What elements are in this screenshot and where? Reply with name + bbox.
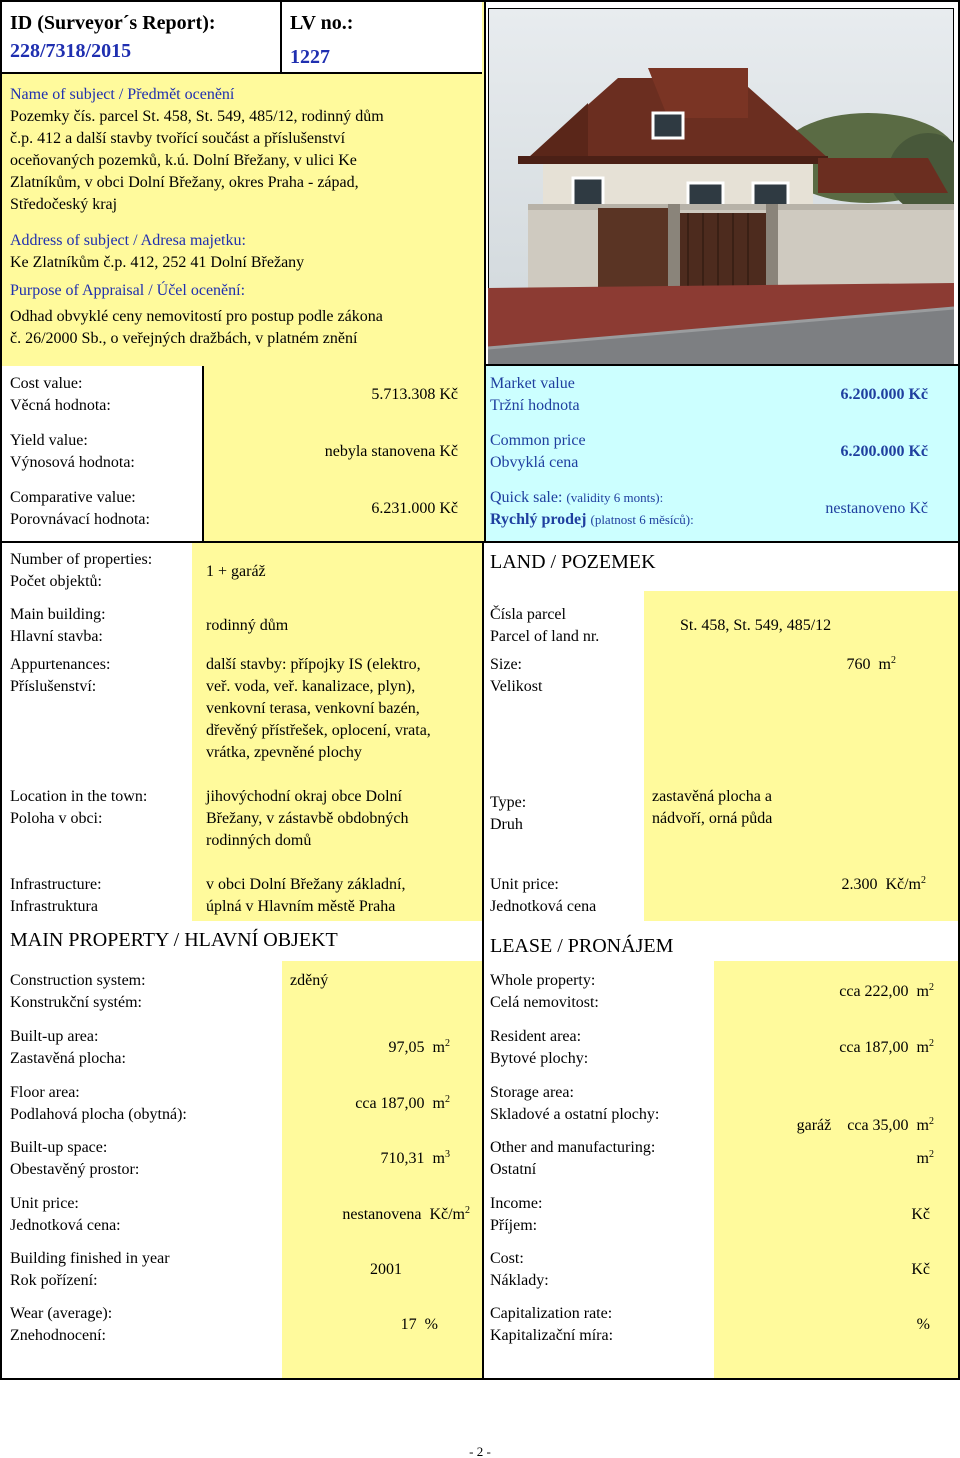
resident-value: cca 187,00	[839, 1039, 909, 1056]
market-cz: Tržní hodnota	[490, 397, 580, 414]
cost-lease-unit: Kč	[911, 1261, 930, 1278]
main-property-heading: MAIN PROPERTY / HLAVNÍ OBJEKT	[10, 929, 338, 951]
cost-value: 5.713.308 Kč	[371, 386, 458, 403]
whole-row: cca 222,00 $m^2$	[839, 982, 934, 1000]
id-value: 228/7318/2015	[10, 40, 132, 62]
wear-unit: %	[424, 1316, 438, 1333]
yield-cz: Výnosová hodnota:	[10, 454, 135, 471]
space-en: Built-up space:	[10, 1139, 108, 1156]
common-en: Common price	[490, 432, 586, 449]
loc-value-3: rodinných domů	[206, 832, 312, 849]
construction-value: zděný	[290, 972, 329, 989]
loc-en: Location in the town:	[10, 788, 148, 805]
purpose-text-2: č. 26/2000 Sb., o veřejných dražbách, v platném znění	[10, 330, 358, 347]
floor-row: cca 187,00 $m^2$	[355, 1094, 450, 1112]
app-cz: Příslušenství:	[10, 678, 97, 695]
construction-en: Construction system:	[10, 972, 146, 989]
floor-unit: m	[432, 1095, 445, 1112]
cost-lease-cz: Náklady:	[490, 1272, 549, 1289]
cost-en: Cost value:	[10, 375, 83, 392]
page-number: - 2 -	[469, 1444, 491, 1458]
wear-value: 17	[400, 1316, 417, 1333]
builtup-cz: Zastavěná plocha:	[10, 1050, 126, 1067]
cost-cz: Věcná hodnota:	[10, 397, 111, 414]
unitp-row: nestanovena $Kč/m^2$	[342, 1205, 470, 1223]
quick-cz-row	[490, 509, 694, 531]
quick-cz: Rychlý prodej	[490, 511, 587, 528]
comp-value: 6.231.000 Kč	[371, 500, 458, 517]
app-value-2: veř. voda, veř. kanalizace, plyn),	[206, 678, 416, 695]
quick-cz-note: (platnost 6 měsíců):	[590, 512, 694, 527]
app-value-5: vrátka, zpevněné plochy	[206, 744, 362, 761]
app-value-1: další stavby: přípojky IS (elektro,	[206, 656, 421, 673]
unit-unit: Kč/m	[885, 876, 921, 893]
unitp-unit: Kč/m	[429, 1206, 465, 1223]
year-cz: Rok pořízení:	[10, 1272, 98, 1289]
size-en: Size:	[490, 656, 522, 673]
address-label: Address of subject / Adresa majetku:	[10, 232, 246, 249]
other-unit: m	[916, 1150, 929, 1167]
wear-row	[290, 1314, 438, 1336]
quick-en: Quick sale:	[490, 489, 563, 506]
land-label-col	[484, 543, 644, 921]
parcel-cz: Čísla parcel	[490, 606, 566, 623]
year-value: 2001	[370, 1261, 402, 1278]
storage-cz: Skladové a ostatní plochy:	[490, 1106, 660, 1123]
floor-en: Floor area:	[10, 1084, 80, 1101]
storage-en: Storage area:	[490, 1084, 574, 1101]
size-row: 760 $m^2$	[846, 655, 896, 673]
size-cz: Velikost	[490, 678, 543, 695]
name-text-2: č.p. 412 a další stavby tvořící součást a příslušenství	[10, 130, 346, 147]
infra-cz: Infrastruktura	[10, 898, 98, 915]
address-value: Ke Zlatníkům č.p. 412, 252 41 Dolní Břežany	[10, 254, 305, 271]
floor-value: cca 187,00	[355, 1095, 425, 1112]
resident-unit: m	[916, 1039, 929, 1056]
size-value: 760	[846, 656, 871, 673]
loc-value-1: jihovýchodní okraj obce Dolní	[206, 788, 402, 805]
props-label-col	[2, 543, 192, 921]
cap-unit: %	[916, 1316, 930, 1333]
space-unit: m	[432, 1150, 445, 1167]
unit-en: Unit price:	[490, 876, 559, 893]
type-en: Type:	[490, 794, 527, 811]
quick-en-note: (validity 6 monts):	[566, 490, 664, 505]
yield-value: nebyla stanovena Kč	[324, 443, 458, 460]
purpose-label: Purpose of Appraisal / Účel ocenění:	[10, 282, 246, 299]
wear-en: Wear (average):	[10, 1305, 113, 1322]
construction-cz: Konstrukční systém:	[10, 994, 142, 1011]
infra-value-1: v obci Dolní Břežany základní,	[206, 876, 406, 893]
app-value-3: venkovní terasa, venkovní bazén,	[206, 700, 420, 717]
property-photo	[484, 2, 958, 366]
app-value-4: dřevěný přístřešek, oplocení, vrata,	[206, 722, 431, 739]
main-cz: Hlavní stavba:	[10, 628, 103, 645]
land-heading-bg	[644, 543, 958, 591]
quick-value: nestanoveno Kč	[825, 500, 928, 517]
name-text-4: Zlatníkům, v obci Dolní Břežany, okres Praha - západ,	[10, 174, 359, 191]
storage-unit: m	[916, 1117, 929, 1134]
whole-en: Whole property:	[490, 972, 596, 989]
whole-value: cca 222,00	[839, 983, 909, 1000]
unit-value: 2.300	[841, 876, 878, 893]
whole-cz: Celá nemovitost:	[490, 994, 599, 1011]
common-cz: Obvyklá cena	[490, 454, 579, 471]
yield-en: Yield value:	[10, 432, 88, 449]
parcel-en: Parcel of land nr.	[490, 628, 600, 645]
resident-cz: Bytové plochy:	[490, 1050, 589, 1067]
unitp-en: Unit price:	[10, 1195, 79, 1212]
number-value: 1 + garáž	[206, 563, 266, 580]
land-heading: LAND / POZEMEK	[490, 551, 656, 573]
market-en: Market value	[490, 375, 575, 392]
space-value: 710,31	[380, 1150, 425, 1167]
cap-en: Capitalization rate:	[490, 1305, 613, 1322]
size-unit: m	[878, 656, 891, 673]
loc-value-2: Břežany, v zástavbě obdobných	[206, 810, 409, 827]
cap-cz: Kapitalizační míra:	[490, 1327, 614, 1344]
builtup-unit: m	[432, 1039, 445, 1056]
infra-value-2: úplná v Hlavním městě Praha	[206, 898, 396, 915]
resident-en: Resident area:	[490, 1028, 582, 1045]
resident-row: cca 187,00 $m^2$	[839, 1038, 934, 1056]
quick-en-row	[490, 487, 663, 509]
whole-unit: m	[916, 983, 929, 1000]
lv-value: 1227	[290, 46, 330, 68]
storage-row: garáž cca 35,00 $m^2$	[796, 1116, 934, 1134]
other-row: $m^2$	[916, 1149, 934, 1167]
common-value: 6.200.000 Kč	[840, 443, 928, 460]
lease-heading: LEASE / PRONÁJEM	[490, 935, 674, 957]
comp-cz: Porovnávací hodnota:	[10, 511, 150, 528]
floor-cz: Podlahová plocha (obytná):	[10, 1106, 187, 1123]
id-label: ID (Surveyor´s Report):	[10, 12, 216, 34]
app-en: Appurtenances:	[10, 656, 111, 673]
infra-en: Infrastructure:	[10, 876, 102, 893]
number-cz: Počet objektů:	[10, 573, 102, 590]
name-text-3: oceňovaných pozemků, k.ú. Dolní Břežany, v ulici Ke	[10, 152, 357, 169]
storage-value: garáž cca 35,00	[796, 1117, 909, 1134]
unit-cz: Jednotková cena	[490, 898, 597, 915]
unitp-value: nestanovena	[342, 1206, 422, 1223]
other-cz: Ostatní	[490, 1161, 537, 1178]
unit-row: 2.300 $Kč/m^2$	[841, 875, 926, 893]
builtup-en: Built-up area:	[10, 1028, 99, 1045]
type-cz: Druh	[490, 816, 523, 833]
cost-lease-en: Cost:	[490, 1250, 524, 1267]
name-label: Name of subject / Předmět ocenění	[10, 86, 235, 103]
name-text-5: Středočeský kraj	[10, 196, 118, 213]
parcel-value: St. 458, St. 549, 485/12	[680, 617, 832, 634]
comp-en: Comparative value:	[10, 489, 136, 506]
loc-cz: Poloha v obci:	[10, 810, 103, 827]
market-value: 6.200.000 Kč	[840, 386, 928, 403]
unitp-cz: Jednotková cena:	[10, 1217, 121, 1234]
main-value: rodinný dům	[206, 617, 289, 634]
income-cz: Příjem:	[490, 1217, 538, 1234]
purpose-text-1: Odhad obvyklé ceny nemovitostí pro postup podle zákona	[10, 308, 383, 325]
type-value-1: zastavěná plocha a	[652, 788, 772, 805]
year-en: Building finished in year	[10, 1250, 170, 1267]
space-row: 710,31 $m^3$	[380, 1149, 450, 1167]
number-en: Number of properties:	[10, 551, 153, 568]
income-unit: Kč	[911, 1206, 930, 1223]
income-en: Income:	[490, 1195, 543, 1212]
wear-cz: Znehodnocení:	[10, 1327, 106, 1344]
space-cz: Obestavěný prostor:	[10, 1161, 140, 1178]
lv-label: LV no.:	[290, 12, 354, 34]
name-text-1: Pozemky čís. parcel St. 458, St. 549, 485/12, rodinný dům	[10, 108, 384, 125]
builtup-row: 97,05 $m^2$	[388, 1038, 450, 1056]
builtup-value: 97,05	[388, 1039, 425, 1056]
main-en: Main building:	[10, 606, 106, 623]
type-value-2: nádvoří, orná půda	[652, 810, 773, 827]
other-en: Other and manufacturing:	[490, 1139, 656, 1156]
